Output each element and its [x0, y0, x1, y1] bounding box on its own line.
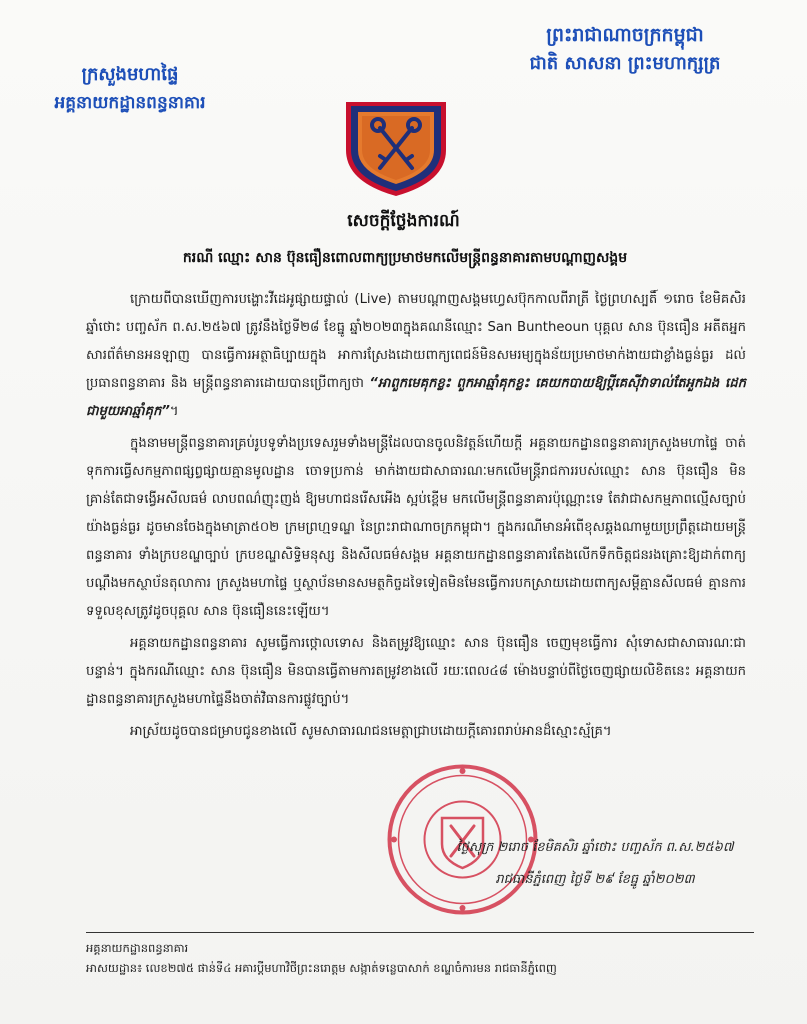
paragraph-1: [86, 286, 746, 426]
kingdom-name: ព្រះរាជាណាចក្រកម្ពុជា: [546, 24, 704, 46]
date-lunar: ថ្ងៃសុក្រ ២រោច ខែមិគសិរ ឆ្នាំថោះ បញ្ចស័ក ព.ស.២៥៦៧: [456, 840, 734, 855]
document-title: សេចក្ដីថ្លែងការណ៍: [347, 211, 460, 231]
prison-emblem-icon: [340, 98, 452, 198]
paragraph-3: អគ្គនាយកដ្ឋានពន្ធនាគារ សូមធ្វើការថ្កោលទោស និងតម្រូវឱ្យឈ្មោះ សាន ប៊ុនធឿន ចេញមុខធ្វើការ សុំទោសជាសាធារណៈជាបន្ទាន់។ ក្នុងករណីឈ្មោះ សាន ប៊ុនធឿន មិនបានធ្វើតាមការតម្រូវខាងលើ រយៈពេល៤៨ ម៉ោងបន្ទាប់ពីថ្ងៃចេញផ្សាយលិខិតនេះ អគ្គនាយកដ្ឋានពន្ធនាគារក្រសួងមហាផ្ទៃនឹងចាត់វិធានការផ្លូវច្បាប់។: [86, 636, 746, 707]
paragraph-1-text: ក្រោយពីបានឃើញការបង្ហោះវីដេអូផ្សាយផ្ទាល់ (Live) តាមបណ្ដាញសង្គមហ្វេសប៊ុកកាលពីរាត្រី ថ្ងៃព្រហស្បតិ៍ ១រោច ខែមិគសិរ ឆ្នាំថោះ បញ្ចស័ក ព.ស.២៥៦៧ ត្រូវនឹងថ្ងៃទី២៨ ខែធ្នូ ឆ្នាំ២០២៣ក្នុងគណនីឈ្មោះ San Buntheoun បុគ្គល សាន ប៊ុនធឿន អតីតអ្នកសារព័ត៌មានអនឡាញ បានធ្វើការអត្ថាធិប្បាយក្នុង អាការស្រែងដោយពាក្យពេជន៍មិនសមរម្យក្នុងន័យប្រមាថមាក់ងាយជាខ្លាំងធ្ងន់ធ្ងរ ដល់ប្រធានពន្ធនាគារ និង មន្ត្រីពន្ធនាគារដោយបានប្រើពាក្យថា: [86, 292, 746, 391]
date-solar: រាជធានីភ្នំពេញ ថ្ងៃទី ២៩ ខែធ្នូ ឆ្នាំ២០២៣: [495, 872, 695, 887]
ministry-name: ក្រសួងមហាផ្ទៃ: [81, 64, 179, 85]
kingdom-header: [500, 20, 750, 78]
document-body: [86, 286, 746, 750]
document-subject: ករណី ឈ្មោះ សាន ប៊ុនធឿនពោលពាក្យប្រមាថមកលើមន្ត្រីពន្ធនាគារតាមបណ្ដាញសង្គម: [182, 250, 628, 266]
paragraph-2: ក្នុងនាមមន្ត្រីពន្ធនាគារគ្រប់រូបទូទាំងប្រទេសរួមទាំងមន្ត្រីដែលបានចូលនិវត្តន៍ហើយក្ដី អគ្គនាយកដ្ឋានពន្ធនាគារក្រសួងមហាផ្ទៃ ចាត់ទុកការធ្វើសកម្មភាពផ្សព្វផ្សាយគ្មានមូលដ្ឋាន ចោទប្រកាន់ មាក់ងាយជាសាធារណៈមកលើមន្ត្រីរាជការរបស់ឈ្មោះ សាន ប៊ុនធឿន មិនគ្រាន់តែជាទង្វើអសីលធម៌ លាបពណ៌ញុះញង់ ឱ្យមហាជនរើសអើង ស្អប់ខ្ពើម មកលើមន្ត្រីពន្ធនាគារប៉ុណ្ណោះទេ តែវាជាសកម្មភាពល្មើសច្បាប់យ៉ាងធ្ងន់ធ្ងរ ដូចមានចែងក្នុងមាត្រា៥០២ ក្រមព្រហ្មទណ្ឌ នៃព្រះរាជាណាចក្រកម្ពុជា។ ក្នុងករណីមានអំពើខុសឆ្គងណាមួយប្រព្រឹត្តដោយមន្ត្រីពន្ធនាគារ ទាំងក្របខណ្ឌច្បាប់ ក្របខណ្ឌសិទ្ធិមនុស្ស និងសីលធម៌សង្គម អគ្គនាយកដ្ឋានពន្ធនាគារតែងលើកទឹកចិត្តជនរងគ្រោះឱ្យដាក់ពាក្យបណ្ដឹងមកស្ថាប័នតុលាការ ក្រសួងមហាផ្ទៃ ឬស្ថាប័នមានសមត្ថកិច្ចដទៃទៀតមិនមែនធ្វើការបកស្រាយដោយពាក្យសម្ដីគ្មានសីលធម៌ គ្មានការទទួលខុសត្រូវដូចបុគ្គល សាន ប៊ុនធឿននេះឡើយ។: [86, 436, 746, 619]
footer-address: អាសយដ្ឋាន៖ លេខ២៧៥ ផាន់ទី៤ អគារប្ដីមហាវិថីព្រះនរោត្តម សង្កាត់ទន្លេបាសាក់ ខណ្ឌចំការមន រាជធានីភ្នំពេញ: [86, 961, 557, 975]
department-name: អគ្គនាយកដ្ឋានពន្ធនាគារ: [54, 93, 206, 113]
paragraph-4: អាស្រ័យដូចបានជម្រាបជូនខាងលើ សូមសាធារណជនមេត្តាជ្រាបដោយក្ដីគោរពរាប់អានដ៏ស្មោះស្ម័គ្រ។: [130, 724, 612, 739]
paragraph-1-quote: “អាពួកមេគុកខ្លះ ពួកអាឆ្មាំគុកខ្លះ គេយកបាយឱ្យប្ដីគេស៊ីវាទាល់តែអួកឯង ដេកជាមួយអាឆ្មាំគុក”: [86, 376, 746, 419]
footer: [86, 938, 754, 978]
date-block: [430, 832, 760, 896]
national-motto: ជាតិ សាសនា ព្រះមហាក្សត្រ: [529, 53, 721, 74]
paragraph-1-end: ។: [169, 404, 179, 419]
footer-org: អគ្គនាយកដ្ឋានពន្ធនាគារ: [86, 941, 189, 955]
ministry-header: [40, 62, 220, 118]
footer-divider: [86, 932, 754, 933]
